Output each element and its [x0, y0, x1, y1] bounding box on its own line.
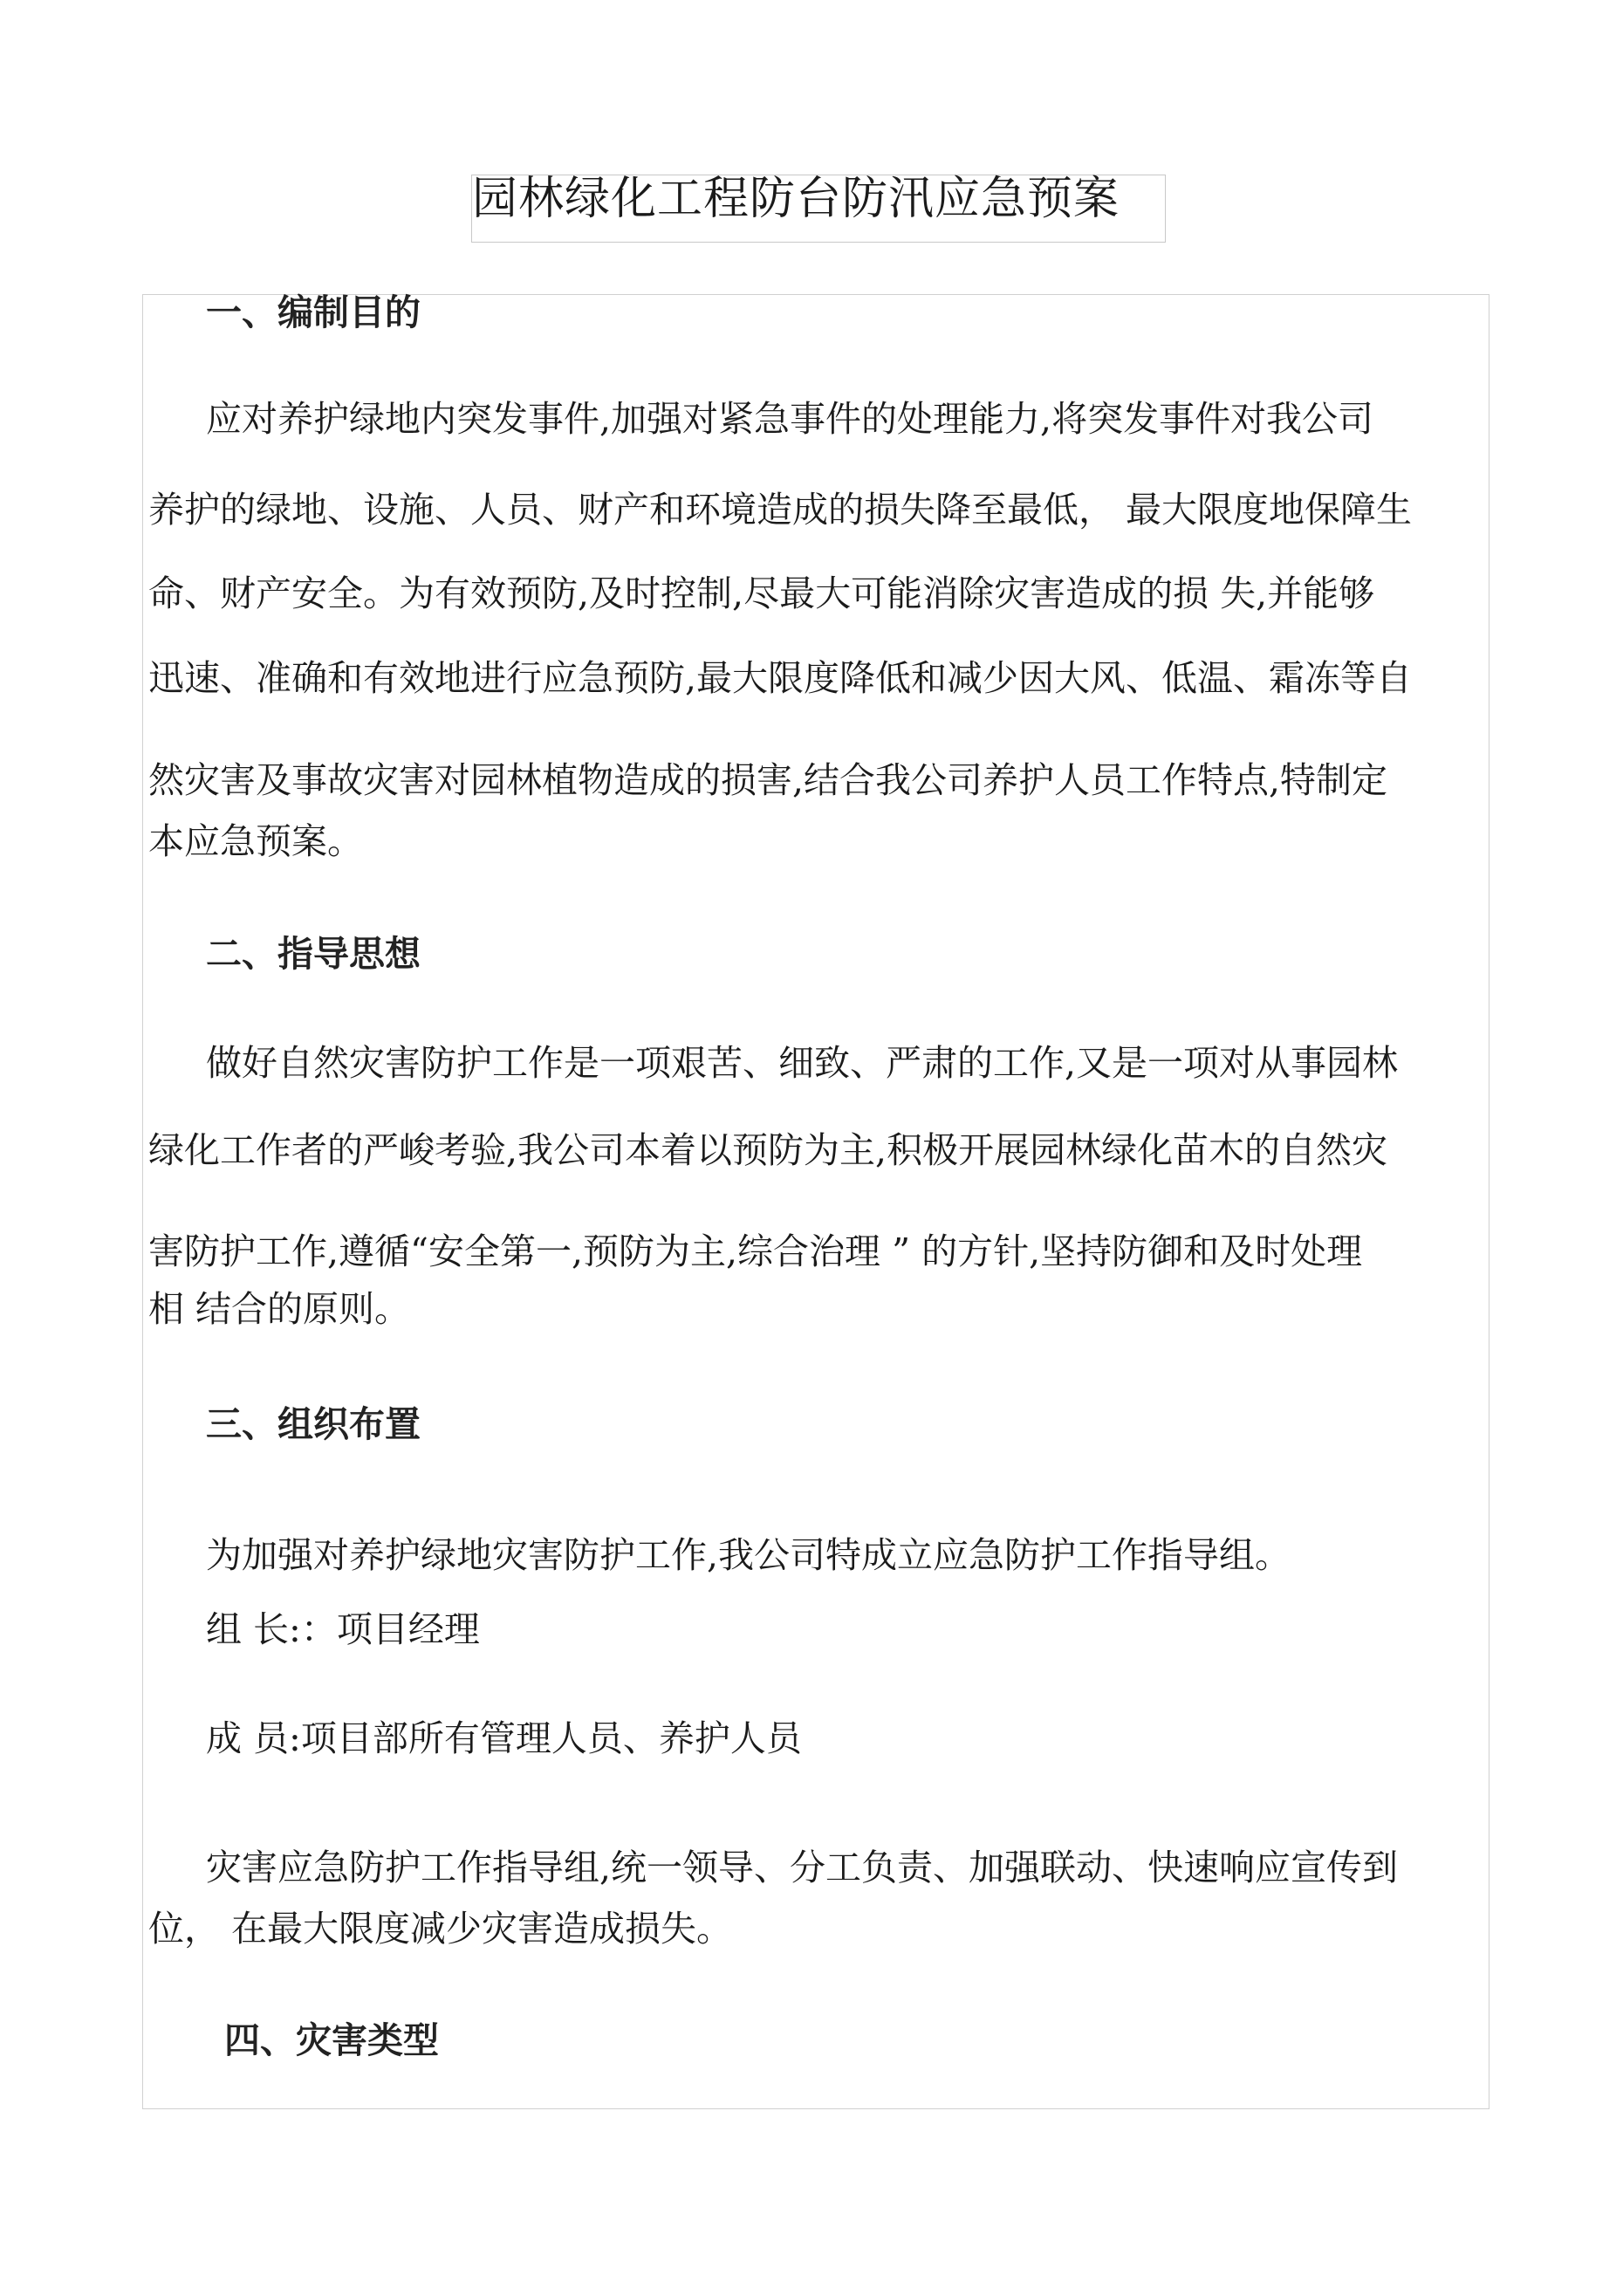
section-heading-2: 二、指导思想: [206, 933, 421, 975]
document-title: 园林绿化工程防台防汛应急预案: [472, 173, 1120, 225]
content-box: [142, 294, 1489, 2109]
section-heading-4: 四、灾害类型: [224, 2019, 439, 2061]
paragraph-line: 养护的绿地、设施、人员、财产和环境造成的损失降至最低， 最大限度地保障生: [148, 489, 1413, 531]
paragraph-line: 应对养护绿地内突发事件,加强对紧急事件的处理能力,将突发事件对我公司: [206, 398, 1374, 440]
paragraph-line: 灾害应急防护工作指导组,统一领导、分工负责、加强联动、快速响应宣传到: [206, 1847, 1399, 1888]
section-heading-1: 一、编制目的: [206, 291, 421, 333]
paragraph-line: 成 员:项目部所有管理人员、养护人员: [206, 1717, 802, 1759]
paragraph-line: 做好自然灾害防护工作是一项艰苦、细致、严肃的工作,又是一项对从事园林: [206, 1042, 1399, 1084]
paragraph-line: 然灾害及事故灾害对园林植物造成的损害,结合我公司养护人员工作特点,特制定: [148, 759, 1388, 801]
paragraph-line: 迅速、准确和有效地进行应急预防,最大限度降低和减少因大风、低温、霜冻等自: [148, 657, 1413, 699]
paragraph-line: 位， 在最大限度减少灾害造成损失。: [148, 1908, 733, 1950]
paragraph-line: 组 长:：项目经理: [206, 1608, 480, 1650]
paragraph-line: 本应急预案。: [148, 820, 363, 862]
paragraph-line: 绿化工作者的严峻考验,我公司本着以预防为主,积极开展园林绿化苗木的自然灾: [148, 1129, 1388, 1171]
paragraph-line: 害防护工作,遵循“安全第一,预防为主,综合治理 ” 的方针,坚持防御和及时处理: [148, 1230, 1363, 1272]
paragraph-line: 命、财产安全。为有效预防,及时控制,尽最大可能消除灾害造成的损 失,并能够: [148, 572, 1375, 614]
paragraph-line: 相 结合的原则。: [148, 1288, 411, 1330]
section-heading-3: 三、组织布置: [206, 1403, 421, 1445]
paragraph-line: 为加强对养护绿地灾害防护工作,我公司特成立应急防护工作指导组。: [206, 1534, 1291, 1576]
